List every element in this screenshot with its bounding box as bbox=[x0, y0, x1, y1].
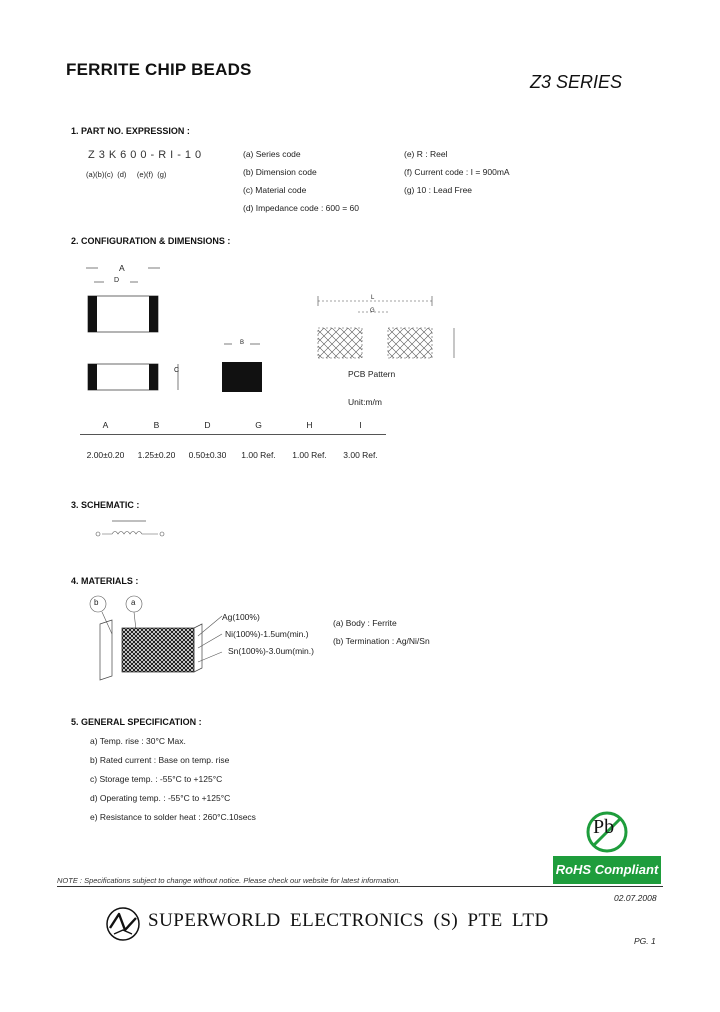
table-header: A bbox=[80, 416, 131, 435]
company-name: SUPERWORLD ELECTRONICS (S) PTE LTD bbox=[148, 910, 549, 931]
table-header: D bbox=[182, 416, 233, 435]
part-item-a: (a) Series code bbox=[243, 149, 301, 159]
part-item-f: (f) Current code : I = 900mA bbox=[404, 167, 510, 177]
spec-item: b) Rated current : Base on temp. rise bbox=[90, 755, 230, 765]
footer-divider bbox=[57, 886, 663, 887]
unit-label: Unit:m/m bbox=[348, 397, 382, 407]
part-item-g: (g) 10 : Lead Free bbox=[404, 185, 473, 195]
document-date: 02.07.2008 bbox=[614, 893, 657, 903]
part-item-b: (b) Dimension code bbox=[243, 167, 317, 177]
layer-ag: Ag(100%) bbox=[222, 612, 260, 622]
schematic-symbol bbox=[92, 516, 172, 542]
lead-free-label: Pb bbox=[593, 816, 615, 838]
table-cell: 2.00±0.20 bbox=[86, 450, 125, 460]
dimension-label-b: B bbox=[240, 340, 245, 346]
table-header: B bbox=[131, 416, 182, 435]
table-header: I bbox=[335, 416, 386, 435]
callout-b: b bbox=[94, 598, 99, 607]
table-cell: 1.25±0.20 bbox=[137, 450, 176, 460]
spec-item: d) Operating temp. : -55°C to +125°C bbox=[90, 793, 231, 803]
dimension-label-c: C bbox=[174, 367, 180, 374]
part-item-d: (d) Impedance code : 600 = 60 bbox=[243, 203, 360, 213]
part-item-c: (c) Material code bbox=[243, 185, 307, 195]
pcb-pattern-label: PCB Pattern bbox=[348, 369, 396, 379]
company-logo bbox=[105, 906, 141, 942]
chip-side-view-drawing bbox=[218, 338, 268, 398]
dimension-label-a: A bbox=[119, 263, 125, 273]
table-cell: 1.00 Ref. bbox=[241, 450, 276, 460]
section-materials-heading: 4. MATERIALS : bbox=[71, 576, 139, 586]
part-item-e: (e) R : Reel bbox=[404, 149, 448, 159]
chip-top-view-drawing bbox=[80, 260, 200, 400]
spec-item: a) Temp. rise : 30°C Max. bbox=[90, 736, 186, 746]
dimension-label-l: L bbox=[371, 295, 375, 301]
spec-item: c) Storage temp. : -55°C to +125°C bbox=[90, 774, 223, 784]
dimension-label-g: G bbox=[370, 308, 375, 314]
footer-note: NOTE : Specifications subject to change without notice. Please check our website for latest information. bbox=[57, 876, 401, 885]
layer-sn: Sn(100%)-3.0um(min.) bbox=[228, 646, 314, 656]
pcb-pattern-drawing bbox=[312, 292, 462, 368]
table-cell: 0.50±0.30 bbox=[188, 450, 227, 460]
table-cell: 3.00 Ref. bbox=[343, 450, 378, 460]
callout-a: a bbox=[131, 598, 136, 607]
section-schematic-heading: 3. SCHEMATIC : bbox=[71, 500, 140, 510]
table-header: G bbox=[233, 416, 284, 435]
material-body: (a) Body : Ferrite bbox=[333, 618, 397, 628]
section-config-heading: 2. CONFIGURATION & DIMENSIONS : bbox=[71, 236, 231, 246]
document-title: FERRITE CHIP BEADS bbox=[66, 60, 252, 79]
section-part-no-heading: 1. PART NO. EXPRESSION : bbox=[71, 126, 190, 136]
spec-item: e) Resistance to solder heat : 260°C.10secs bbox=[90, 812, 256, 822]
layer-ni: Ni(100%)-1.5um(min.) bbox=[225, 629, 309, 639]
series-name: Z3 SERIES bbox=[530, 72, 623, 92]
dimension-label-d: D bbox=[114, 277, 120, 284]
table-header: H bbox=[284, 416, 335, 435]
part-number-code: Z3K600-RI-10 bbox=[88, 149, 206, 161]
material-termination: (b) Termination : Ag/Ni/Sn bbox=[333, 636, 430, 646]
table-cell: 1.00 Ref. bbox=[292, 450, 327, 460]
rohs-compliant-badge: RoHS Compliant bbox=[553, 856, 661, 884]
part-number-legend: (a)(b)(c) (d) (e)(f) (g) bbox=[86, 170, 167, 179]
section-spec-heading: 5. GENERAL SPECIFICATION : bbox=[71, 717, 202, 727]
dimensions-table bbox=[80, 416, 386, 475]
page-number: PG. 1 bbox=[634, 936, 656, 946]
